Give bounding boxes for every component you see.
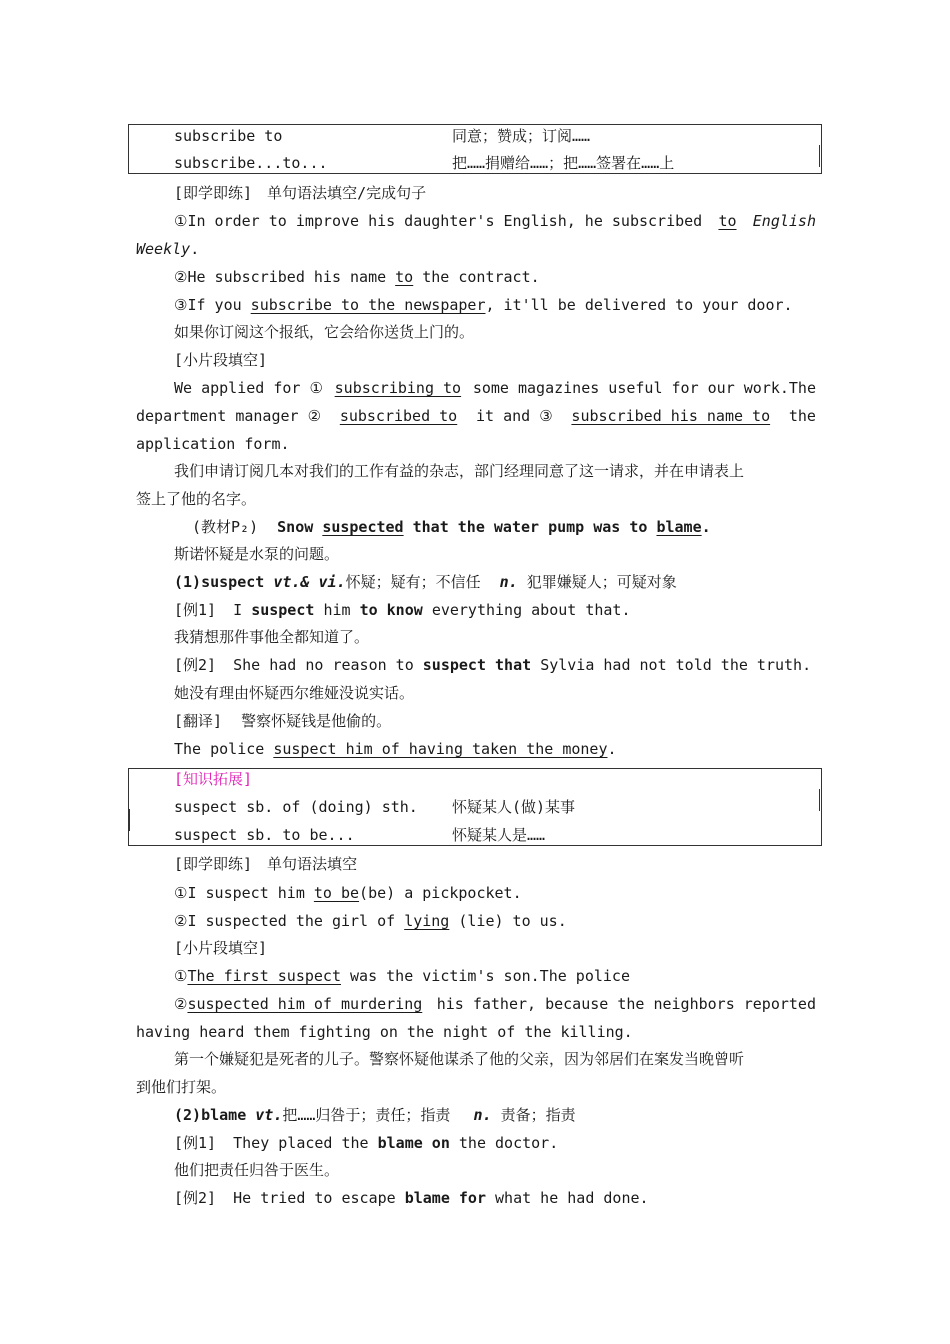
- box1-row-2: [0, 150, 950, 176]
- example-tag: [例2]: [174, 656, 217, 674]
- p2s2-text: ②I suspected the girl of: [174, 912, 396, 930]
- suspect-translate-answer: [174, 736, 814, 762]
- fill1-cn-1: 我们申请订阅几本对我们的工作有益的杂志，部门经理同意了这一请求，并在申请表上: [174, 462, 745, 480]
- example-tag: [例1]: [174, 601, 217, 619]
- fill1-answer-3: subscribed his name to: [571, 407, 771, 425]
- practice1-sentence-1-cont: [136, 236, 776, 262]
- fill2-cn-1: 第一个嫌疑犯是死者的儿子。警察怀疑他谋杀了他的父亲，因为邻居们在案发当晚曾听: [174, 1050, 745, 1068]
- suspect-pos-verb: vt.& vi.: [273, 573, 346, 591]
- fill2-heading: [小片段填空]: [174, 939, 268, 957]
- suspect-pos-noun: n.: [499, 573, 518, 591]
- fill1-line-2: [136, 403, 816, 429]
- fill1-text: it and ③: [475, 407, 553, 425]
- example-tag: [例1]: [174, 1134, 217, 1152]
- box1-term: subscribe...to...: [174, 154, 328, 172]
- blame-example-1: [174, 1130, 814, 1156]
- practice2-sentence-1: [174, 880, 814, 906]
- translate-answer: suspect him of having taken the money: [273, 740, 608, 758]
- example-text: Sylvia had not told the truth.: [540, 656, 812, 674]
- suspect-quote-cn: 斯诺怀疑是水泵的问题。: [174, 545, 340, 563]
- suspect-headword: (1)suspect: [174, 573, 265, 591]
- s1-answer: to: [718, 212, 737, 230]
- fill2-answer-2: suspected him of murdering: [187, 995, 423, 1013]
- box2-heading: [知识拓展]: [174, 770, 253, 788]
- box1-meaning: 同意；赞成；订阅……: [452, 127, 591, 145]
- s1-italic: English: [752, 212, 816, 230]
- example-text: They placed the: [233, 1134, 369, 1152]
- s2-text: ②He subscribed his name: [174, 268, 387, 286]
- box1-meaning: 把……捐赠给……；把……签署在……上: [452, 154, 675, 172]
- example-keyword: blame for: [404, 1189, 486, 1207]
- practice1-heading: [即学即练] 单句语法填空/完成句子: [174, 184, 427, 202]
- s1-italic-cont: Weekly: [136, 240, 191, 258]
- p2s1-text: ①I suspect him: [174, 884, 305, 902]
- example-text: him: [323, 601, 351, 619]
- fill1-answer-2: subscribed to: [339, 407, 458, 425]
- practice1-sentence-1: [174, 208, 816, 234]
- p2s1-text-end: (be) a pickpocket.: [359, 884, 522, 902]
- fill1-cn-2: 签上了他的名字。: [136, 490, 257, 508]
- quote-period: .: [701, 518, 711, 536]
- example-tag: [例2]: [174, 1189, 217, 1207]
- example-keyword: suspect: [251, 601, 315, 619]
- blame-pos-noun: n.: [473, 1106, 492, 1124]
- suspect-example-1: [174, 597, 814, 623]
- example-text: the doctor.: [458, 1134, 559, 1152]
- blame-definition: [174, 1102, 814, 1128]
- fill1-line-3: application form.: [136, 435, 290, 453]
- box1-row-1: [0, 123, 950, 149]
- fill1-line-1: [174, 375, 816, 401]
- textbook-source: (教材P₂): [192, 518, 259, 536]
- fill2-line-1: [174, 963, 814, 989]
- s2-answer: to: [395, 268, 414, 286]
- s1-text: ①In order to improve his daughter's English, he subscribed: [174, 212, 703, 230]
- fill1-text-end: some magazines useful for our work.The: [472, 379, 816, 397]
- suspect-example-1-cn: 我猜想那件事他全都知道了。: [174, 628, 370, 646]
- practice2-heading: [即学即练] 单句语法填空: [174, 855, 358, 873]
- fill1-text: department manager ②: [136, 407, 322, 425]
- suspect-example-2: [174, 652, 814, 678]
- practice2-sentence-2: [174, 908, 814, 934]
- example-text: I: [233, 601, 243, 619]
- fill1-text: We applied for ①: [174, 379, 323, 397]
- box1-term: subscribe to: [174, 127, 283, 145]
- example-keyword: blame on: [377, 1134, 450, 1152]
- blame-example-1-cn: 他们把责任归咎于医生。: [174, 1161, 340, 1179]
- translate-period: .: [607, 740, 617, 758]
- example-text: what he had done.: [495, 1189, 649, 1207]
- example-keyword: to know: [359, 601, 423, 619]
- practice1-sentence-3-cn: 如果你订阅这个报纸，它会给你送货上门的。: [174, 323, 475, 341]
- fill2-line-2: [174, 991, 816, 1017]
- box2-row-2: [0, 822, 950, 848]
- translate-tag: [翻译]: [174, 712, 223, 730]
- blame-meaning-verb: 把……归咎于；责任；指责: [282, 1106, 451, 1124]
- blame-meaning-noun: 责备；指责: [500, 1106, 576, 1124]
- fill2-marker: ①: [174, 967, 188, 985]
- p2s2-text-end: (lie) to us.: [458, 912, 567, 930]
- suspect-translate: [174, 708, 814, 734]
- box2-meaning: 怀疑某人是……: [452, 826, 546, 844]
- practice1-sentence-2: [174, 264, 814, 290]
- p2s1-answer: to be: [313, 884, 360, 902]
- s3-text: ③If you: [174, 296, 242, 314]
- box2-term: suspect sb. to be...: [174, 826, 355, 844]
- blame-example-2: [174, 1185, 814, 1211]
- blame-pos-verb: vt.: [255, 1106, 283, 1124]
- suspect-definition: [174, 569, 814, 595]
- fill1-answer-1: subscribing to: [334, 379, 462, 397]
- example-text: everything about that.: [431, 601, 631, 619]
- suspect-meaning-noun: 犯罪嫌疑人；可疑对象: [526, 573, 677, 591]
- box2-term: suspect sb. of (doing) sth.: [174, 798, 418, 816]
- suspect-textbook-quote: [192, 514, 812, 540]
- box2-meaning: 怀疑某人(做)某事: [452, 798, 576, 816]
- fill1-text-end: the: [788, 407, 816, 425]
- quote-answer-2: blame: [656, 518, 702, 536]
- fill2-text-end: was the victim's son.The police: [350, 967, 630, 985]
- suspect-meaning-verb: 怀疑；疑有；不信任: [345, 573, 481, 591]
- s2-text-end: the contract.: [422, 268, 540, 286]
- fill2-line-3: having heard them fighting on the night of the killing.: [136, 1023, 633, 1041]
- s3-answer: subscribe to the newspaper: [250, 296, 486, 314]
- fill2-marker: ②: [174, 995, 188, 1013]
- box2-row-1: [0, 794, 950, 820]
- practice1-sentence-3: [174, 292, 814, 318]
- blame-headword: (2)blame: [174, 1106, 247, 1124]
- quote-answer-1: suspected: [322, 518, 404, 536]
- fill1-heading: [小片段填空]: [174, 351, 268, 369]
- quote-text: that the water pump was to: [412, 518, 648, 536]
- quote-text: Snow: [277, 518, 314, 536]
- s1-period: .: [190, 240, 200, 258]
- translate-cn: 警察怀疑钱是他偷的。: [241, 712, 392, 730]
- suspect-example-2-cn: 她没有理由怀疑西尔维娅没说实话。: [174, 684, 415, 702]
- s3-text-end: , it'll be delivered to your door.: [485, 296, 793, 314]
- translate-text: The police: [174, 740, 265, 758]
- example-text: He tried to escape: [233, 1189, 396, 1207]
- fill2-text-end: his father, because the neighbors reported: [436, 995, 816, 1013]
- example-keyword: suspect that: [422, 656, 532, 674]
- p2s2-answer: lying: [404, 912, 450, 930]
- fill2-cn-2: 到他们打架。: [136, 1078, 227, 1096]
- fill2-answer-1: The first suspect: [187, 967, 341, 985]
- example-text: She had no reason to: [233, 656, 414, 674]
